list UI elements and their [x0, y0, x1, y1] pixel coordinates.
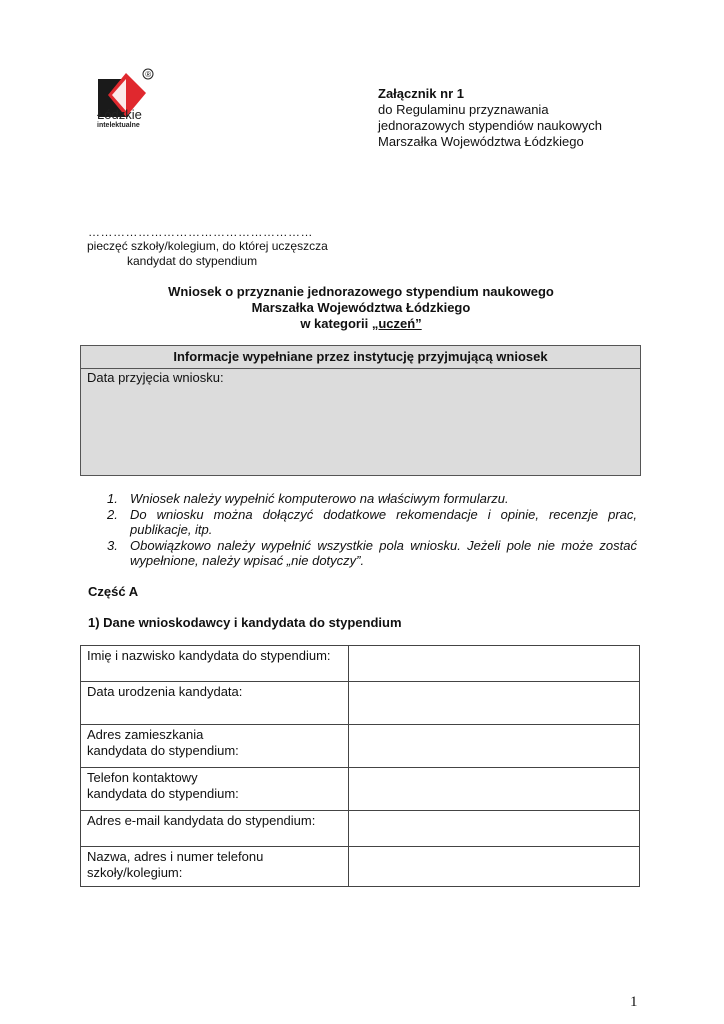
field-value-email[interactable]: [349, 811, 640, 847]
field-label-address: Adres zamieszkania kandydata do stypendium:: [81, 725, 349, 768]
attachment-line-4: Marszałka Województwa Łódzkiego: [378, 134, 584, 149]
title-category: „uczeń”: [371, 316, 422, 331]
section-heading: 1) Dane wnioskodawcy i kandydata do stypendium: [88, 615, 402, 630]
field-label-email: Adres e-mail kandydata do stypendium:: [81, 811, 349, 847]
list-item: [107, 507, 637, 538]
list-item-text: Obowiązkowo należy wypełnić wszystkie pola wniosku. Jeżeli pole nie może zostać wypełnione, należy wpisać „nie dotyczy”.: [130, 537, 637, 568]
institution-box: [80, 345, 641, 476]
field-label-phone: Telefon kontaktowy kandydata do stypendium:: [81, 768, 349, 811]
list-item-number: 2.: [107, 506, 118, 522]
stamp-dotted-line: ………………………………………………: [88, 225, 313, 239]
table-row: [81, 847, 640, 887]
list-item: [107, 491, 637, 507]
list-item-number: 3.: [107, 537, 118, 553]
list-item-text: Do wniosku można dołączyć dodatkowe rekomendacje i opinie, recenzje prac, publikacje, itp.: [130, 506, 637, 537]
logo-subtitle: intelektualne: [97, 122, 140, 129]
field-label-candidate-name: Imię i nazwisko kandydata do stypendium:: [81, 646, 349, 682]
document-title: [80, 284, 642, 332]
stamp-caption-1: pieczęć szkoły/kolegium, do której uczęszcza: [87, 239, 328, 253]
title-line-3: [80, 316, 642, 332]
institution-box-header: Informacje wypełniane przez instytucję przyjmującą wniosek: [81, 346, 640, 369]
field-value-address[interactable]: [349, 725, 640, 768]
table-row: [81, 811, 640, 847]
field-label-school: Nazwa, adres i numer telefonu szkoły/kolegium:: [81, 847, 349, 887]
table-row: [81, 682, 640, 725]
date-received-field[interactable]: Data przyjęcia wniosku:: [87, 370, 224, 385]
list-item-number: 1.: [107, 491, 118, 506]
field-value-birth-date[interactable]: [349, 682, 640, 725]
title-category-prefix: w kategorii: [300, 316, 372, 331]
table-row: [81, 646, 640, 682]
page-number: 1: [630, 994, 638, 1010]
field-value-phone[interactable]: [349, 768, 640, 811]
field-value-candidate-name[interactable]: [349, 646, 640, 682]
instructions-list: [107, 491, 637, 569]
field-value-school[interactable]: [349, 847, 640, 887]
attachment-title: Załącznik nr 1: [378, 86, 464, 101]
title-line-2: Marszałka Województwa Łódzkiego: [251, 300, 471, 315]
attachment-header: [378, 86, 602, 150]
attachment-line-2: do Regulaminu przyznawania: [378, 102, 549, 117]
field-label-birth-date: Data urodzenia kandydata:: [81, 682, 349, 725]
list-item-text: Wniosek należy wypełnić komputerowo na właściwym formularzu.: [130, 491, 509, 506]
logo-name: Łódzkie: [97, 107, 142, 122]
applicant-data-table: [80, 645, 640, 887]
list-item: [107, 538, 637, 569]
attachment-line-3: jednorazowych stypendiów naukowych: [378, 118, 603, 133]
part-heading: Część A: [88, 584, 139, 599]
title-line-1: Wniosek o przyznanie jednorazowego stypendium naukowego: [168, 284, 554, 299]
table-row: [81, 725, 640, 768]
stamp-caption-2: kandydat do stypendium: [127, 254, 258, 268]
table-row: [81, 768, 640, 811]
logo-copyright-mark: ®: [145, 70, 152, 79]
